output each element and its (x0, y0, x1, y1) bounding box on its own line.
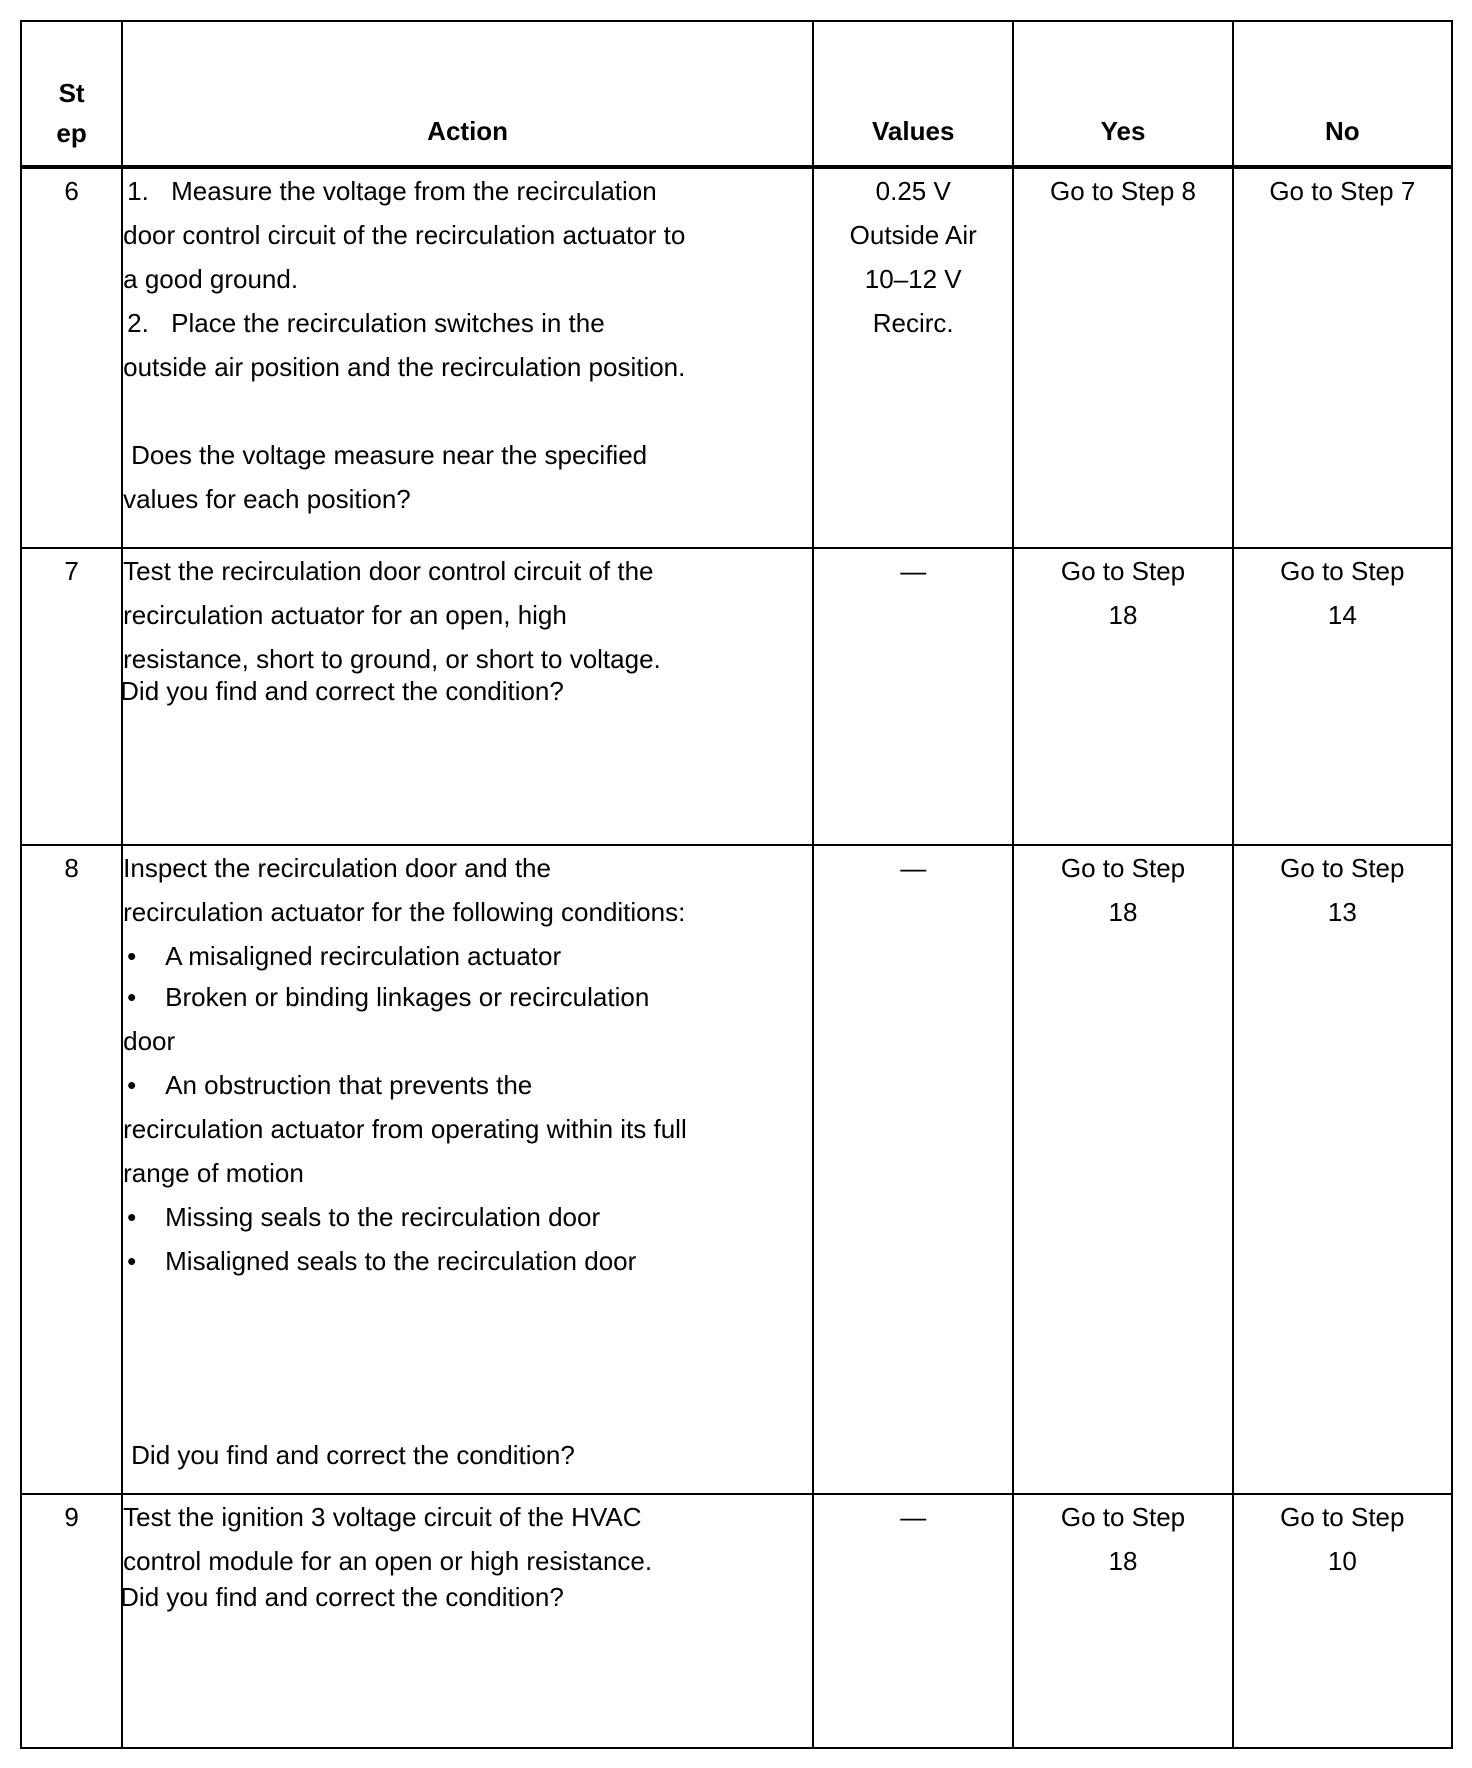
no-cell: Go to Step 7 (1233, 167, 1452, 548)
values-cell: — (813, 845, 1013, 1494)
action-line: 1. Measure the voltage from the recirculation (127, 176, 657, 206)
table-row (21, 845, 1452, 1494)
step-number: 6 (21, 167, 122, 548)
table-row (21, 548, 1452, 845)
values-cell: — (813, 1494, 1013, 1748)
action-line: 2. Place the recirculation switches in the (127, 308, 605, 338)
header-row (21, 21, 1452, 167)
header-no: No (1233, 21, 1452, 167)
header-values: Values (813, 21, 1013, 167)
bullet-item: • Misaligned seals to the recirculation door (127, 1246, 637, 1276)
diagnostic-table (20, 20, 1453, 1749)
table-row (21, 167, 1452, 548)
values-cell: — (813, 548, 1013, 845)
values-cell: 0.25 V Outside Air 10–12 V Recirc. (813, 167, 1013, 548)
step-number: 8 (21, 845, 122, 1494)
yes-cell: Go to Step 18 (1013, 548, 1232, 845)
no-cell: Go to Step 14 (1233, 548, 1452, 845)
action-cell: 1. Measure the voltage from the recirculation door control circuit of the recirculation actuator to a good ground. 2. Place the recirculation switches in the outside air position and the recirculation position. Does the voltage measure near the specified values for each position? (122, 167, 813, 548)
bullet-item: • An obstruction that prevents the (127, 1070, 533, 1100)
table-row (21, 1494, 1452, 1748)
bullet-item: • Broken or binding linkages or recirculation (127, 982, 650, 1012)
step-number: 7 (21, 548, 122, 845)
step-number: 9 (21, 1494, 122, 1748)
action-cell: Inspect the recirculation door and the recirculation actuator for the following conditions: • A misaligned recirculation actuator • Broken or binding linkages or recirculation door • An obstruction that prevents the recirculation actuator from operating within its full range of motion • Missing seals to the recirculation door • Misaligned seals to the recirculation door Did you find and correct the condition? (122, 845, 813, 1494)
bullet-item: • Missing seals to the recirculation door (127, 1202, 601, 1232)
bullet-item: • A misaligned recirculation actuator (127, 941, 562, 971)
yes-cell: Go to Step 18 (1013, 1494, 1232, 1748)
action-cell: Test the ignition 3 voltage circuit of the HVAC control module for an open or high resistance. Did you find and correct the condition? (122, 1494, 813, 1748)
no-cell: Go to Step 10 (1233, 1494, 1452, 1748)
yes-cell: Go to Step 8 (1013, 167, 1232, 548)
no-cell: Go to Step 13 (1233, 845, 1452, 1494)
action-cell: Test the recirculation door control circuit of the recirculation actuator for an open, high resistance, short to ground, or short to voltage. Did you find and correct the condition? (122, 548, 813, 845)
header-step: St ep (21, 21, 122, 167)
yes-cell: Go to Step 18 (1013, 845, 1232, 1494)
header-yes: Yes (1013, 21, 1232, 167)
header-action: Action (122, 21, 813, 167)
